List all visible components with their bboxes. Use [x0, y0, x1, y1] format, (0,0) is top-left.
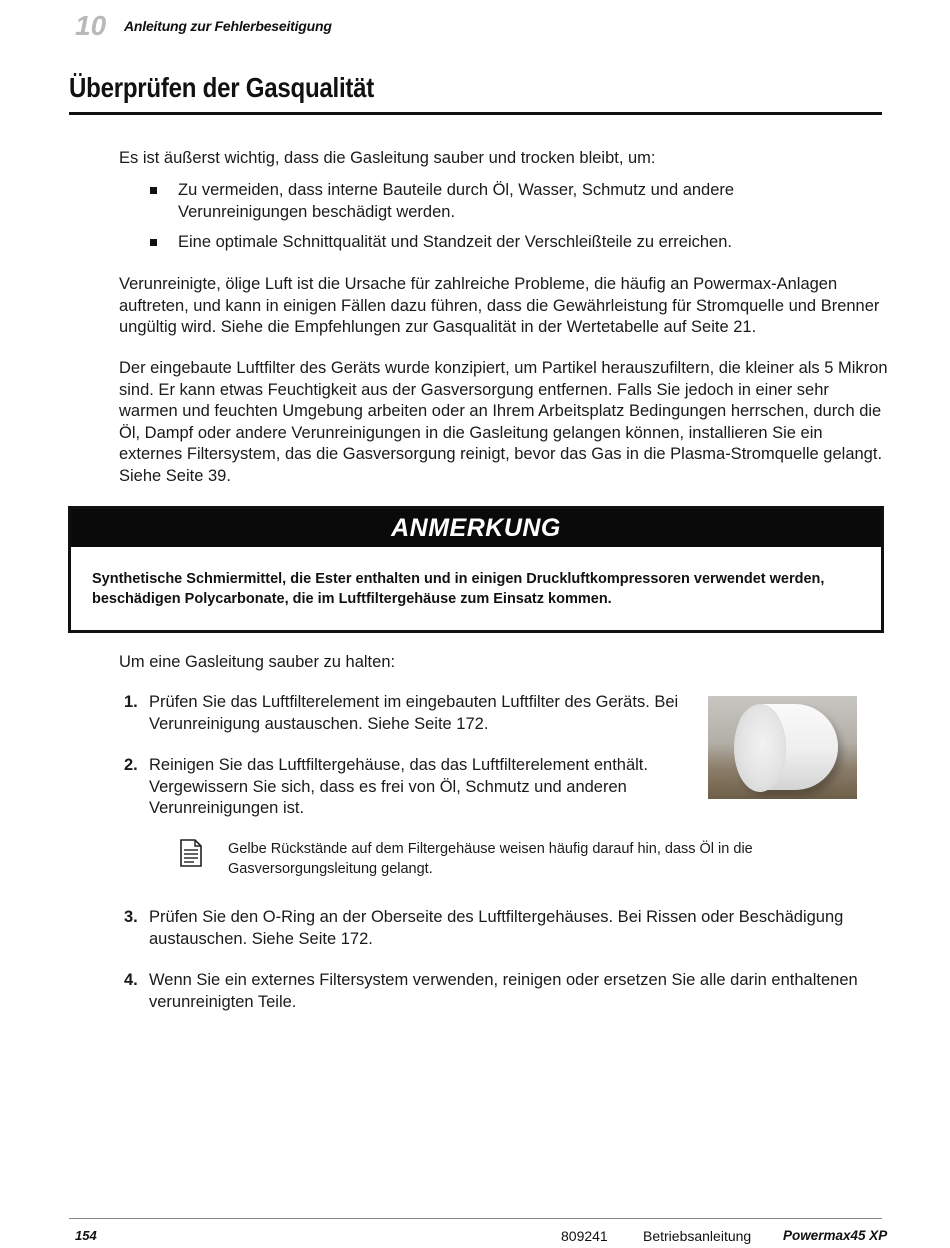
- filter-cylinder-end: [734, 704, 786, 792]
- footer-product-name: Powermax45 XP: [783, 1228, 888, 1243]
- paragraph-filter: Der eingebaute Luftfilter des Geräts wurde konzipiert, um Partikel herauszufiltern, die kleiner als 5 Mikron sind. Er kann etwas Feuchtigkeit aus der Gasversorgung entfernen. Falls Sie jedoch in einer sehr warmen und feuchten Umgebung arbeiten oder an Ihrem Arbeitsplatz Bedingungen herrschen, durch die Öl, Dampf oder andere Verunreinigungen in die Gasleitung gelangen können, installieren Sie ein externes Filtersystem, das die Gasversorgung reinigt, bevor das Gas in die Plasma-Stromquelle gelangt. Siehe Seite 39.: [119, 359, 888, 485]
- list-item: [119, 755, 679, 820]
- title-rule: [69, 112, 882, 115]
- bullet-text: Zu vermeiden, dass interne Bauteile durch Öl, Wasser, Schmutz und andere Verunreinigungen beschädigt werden.: [178, 181, 735, 221]
- list-item: [119, 907, 889, 950]
- step-number: 3.: [124, 908, 138, 926]
- paragraph-oily-air: Verunreinigte, ölige Luft ist die Ursache für zahlreiche Probleme, die häufig an Powermax-Anlagen auftreten, und kann in einigen Fällen dazu führen, dass die Gewährleistung für Stromquelle und Brenner ungültig wird. Siehe die Empfehlungen zur Gasqualität in der Wertetabelle auf Seite 21.: [119, 275, 880, 336]
- bullet-square-icon: [150, 239, 157, 246]
- steps-intro: Um eine Gasleitung sauber zu halten:: [119, 653, 396, 671]
- list-item: [119, 970, 889, 1013]
- step-number: 4.: [124, 971, 138, 989]
- footer-rule: [69, 1218, 882, 1219]
- list-item: [119, 692, 679, 735]
- bullet-square-icon: [150, 187, 157, 194]
- step-number: 1.: [124, 693, 138, 711]
- notice-text: Synthetische Schmiermittel, die Ester enthalten und in einigen Druckluftkompressoren verwendet werden, beschädigen Polycarbonate, die im Luftfiltergehäuse zum Einsatz kommen.: [92, 571, 825, 607]
- chapter-number: 10: [75, 10, 107, 41]
- bullet-text: Eine optimale Schnittqualität und Standzeit der Verschleißteile zu erreichen.: [178, 233, 732, 251]
- bullet-list: [119, 180, 819, 263]
- notice-heading: ANMERKUNG: [71, 509, 881, 547]
- steps-list-a: [119, 692, 679, 820]
- intro-paragraph: Es ist äußerst wichtig, dass die Gasleitung sauber und trocken bleibt, um:: [119, 149, 656, 167]
- list-item: [119, 180, 819, 223]
- footer-doc-number: 809241: [561, 1228, 608, 1244]
- step-number: 2.: [124, 756, 138, 774]
- step-text: Reinigen Sie das Luftfiltergehäuse, das das Luftfilterelement enthält. Vergewissern Sie sich, dass es frei von Öl, Schmutz und anderen Verunreinigungen ist.: [149, 756, 648, 817]
- page-title: Überprüfen der Gasqualität: [69, 72, 375, 103]
- list-item: [119, 232, 819, 254]
- step-text: Prüfen Sie den O-Ring an der Oberseite des Luftfiltergehäuses. Bei Rissen oder Beschädigung austauschen. Siehe Seite 172.: [149, 908, 844, 948]
- steps-list-b: [119, 907, 889, 1013]
- notice-box: [68, 506, 884, 633]
- inline-note-text: Gelbe Rückstände auf dem Filtergehäuse weisen häufig darauf hin, dass Öl in die Gasversorgungsleitung gelangt.: [228, 841, 753, 877]
- footer-page-number: 154: [75, 1228, 97, 1243]
- chapter-title: Anleitung zur Fehlerbeseitigung: [124, 18, 332, 34]
- note-document-icon: [180, 839, 202, 867]
- footer-manual-type: Betriebsanleitung: [643, 1228, 752, 1244]
- step-text: Prüfen Sie das Luftfilterelement im eingebauten Luftfilter des Geräts. Bei Verunreinigung austauschen. Siehe Seite 172.: [149, 693, 679, 733]
- air-filter-element-photo: [708, 696, 857, 799]
- step-text: Wenn Sie ein externes Filtersystem verwenden, reinigen oder ersetzen Sie alle darin enthaltenen verunreinigten Teile.: [149, 971, 858, 1011]
